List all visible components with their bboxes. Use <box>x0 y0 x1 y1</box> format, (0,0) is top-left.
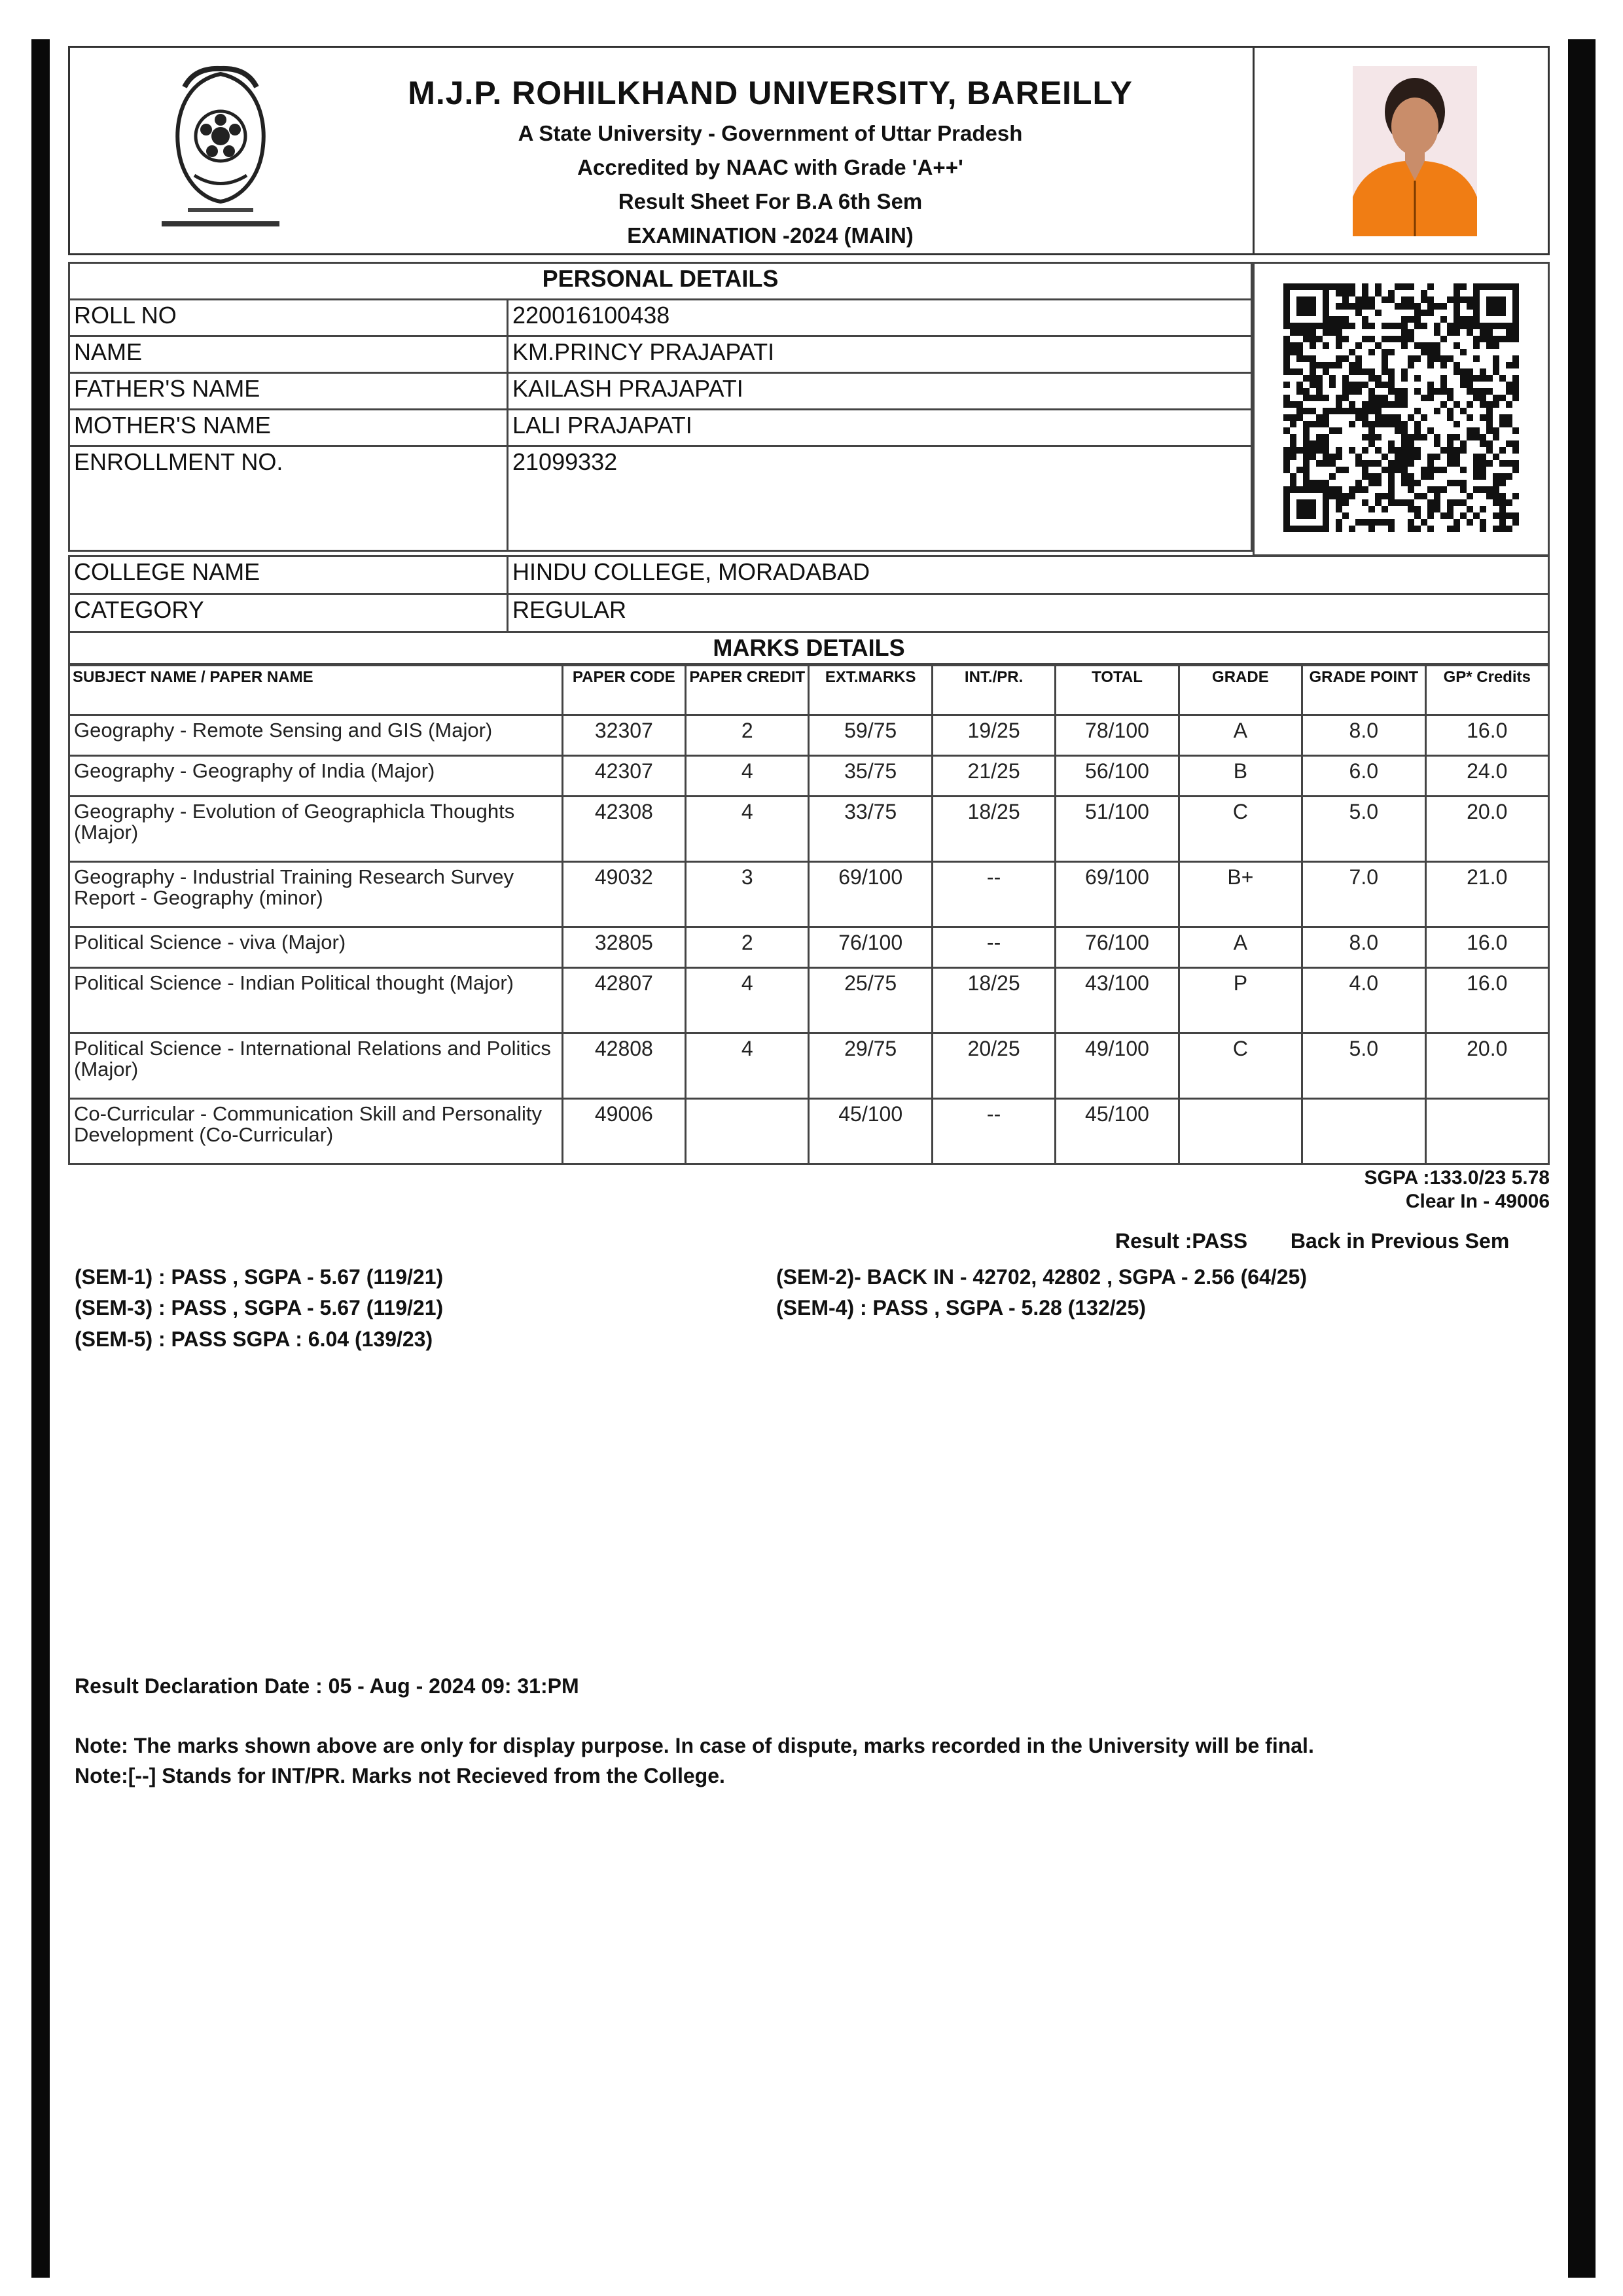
cell-paper-code: 49006 <box>562 1099 685 1164</box>
result-status: Result :PASS <box>1115 1229 1248 1253</box>
note-int-pr: Note:[--] Stands for INT/PR. Marks not Recieved from the College. <box>75 1764 725 1788</box>
col-ext-marks: EXT.MARKS <box>809 666 932 715</box>
cell-paper-credit: 2 <box>686 927 809 968</box>
back-in-previous-sem: Back in Previous Sem <box>1290 1229 1510 1253</box>
marks-row <box>69 715 1549 756</box>
col-int-pr: INT./PR. <box>932 666 1055 715</box>
scan-edge-right <box>1568 39 1596 2278</box>
cell-paper-credit: 2 <box>686 715 809 756</box>
detail-row-father: FATHER'S NAME KAILASH PRAJAPATI <box>69 373 1252 410</box>
cell-ext-marks: 76/100 <box>809 927 932 968</box>
college-details-table <box>68 555 1550 665</box>
cell-grade: B+ <box>1179 862 1302 927</box>
cell-paper-credit: 4 <box>686 1033 809 1099</box>
cell-paper-code: 32805 <box>562 927 685 968</box>
clear-in: Clear In - 49006 <box>1405 1191 1550 1212</box>
marks-header-row <box>69 666 1549 715</box>
cell-gp-credits: 16.0 <box>1425 968 1549 1033</box>
result-sheet-title: Result Sheet For B.A 6th Sem <box>618 189 923 213</box>
cell-ext-marks: 45/100 <box>809 1099 932 1164</box>
father-name-value: KAILASH PRAJAPATI <box>508 373 1252 410</box>
semester-results-right <box>776 1262 1307 1324</box>
cell-int-pr: -- <box>932 1099 1055 1164</box>
detail-row-category: CATEGORY REGULAR <box>69 594 1549 632</box>
cell-paper-code: 42808 <box>562 1033 685 1099</box>
cell-total: 49/100 <box>1056 1033 1179 1099</box>
col-subject: SUBJECT NAME / PAPER NAME <box>69 666 563 715</box>
cell-gp-credits: 16.0 <box>1425 927 1549 968</box>
cell-ext-marks: 69/100 <box>809 862 932 927</box>
sem-1-result: (SEM-1) : PASS , SGPA - 5.67 (119/21) <box>75 1265 444 1289</box>
cell-paper-credit: 4 <box>686 756 809 797</box>
cell-grade-point: 4.0 <box>1302 968 1425 1033</box>
cell-ext-marks: 33/75 <box>809 797 932 862</box>
cell-subject: Political Science - viva (Major) <box>69 927 563 968</box>
cell-ext-marks: 29/75 <box>809 1033 932 1099</box>
marks-table <box>68 664 1550 1165</box>
semester-results-left <box>75 1262 443 1355</box>
cell-subject: Geography - Evolution of Geographicla Thoughts (Major) <box>69 797 563 862</box>
cell-gp-credits: 16.0 <box>1425 715 1549 756</box>
col-paper-credit: PAPER CREDIT <box>686 666 809 715</box>
sem-2-result: (SEM-2)- BACK IN - 42702, 42802 , SGPA - 2.56 (64/25) <box>776 1265 1307 1289</box>
marks-row <box>69 1099 1549 1164</box>
cell-paper-credit: 3 <box>686 862 809 927</box>
marks-row <box>69 756 1549 797</box>
cell-grade-point: 5.0 <box>1302 1033 1425 1099</box>
cell-gp-credits: 20.0 <box>1425 797 1549 862</box>
detail-row-roll-no: ROLL NO 220016100438 <box>69 300 1252 336</box>
cell-grade-point: 6.0 <box>1302 756 1425 797</box>
cell-total: 78/100 <box>1056 715 1179 756</box>
cell-total: 76/100 <box>1056 927 1179 968</box>
marks-row <box>69 968 1549 1033</box>
college-name-value: HINDU COLLEGE, MORADABAD <box>508 556 1549 594</box>
note-dispute: Note: The marks shown above are only for display purpose. In case of dispute, marks recorded in the University will be final. <box>75 1734 1314 1757</box>
detail-row-enrollment: ENROLLMENT NO. 21099332 <box>69 446 1252 551</box>
cell-int-pr: 19/25 <box>932 715 1055 756</box>
detail-row-college: COLLEGE NAME HINDU COLLEGE, MORADABAD <box>69 556 1549 594</box>
cell-ext-marks: 59/75 <box>809 715 932 756</box>
cell-int-pr: 18/25 <box>932 797 1055 862</box>
cell-total: 45/100 <box>1056 1099 1179 1164</box>
col-grade: GRADE <box>1179 666 1302 715</box>
detail-row-name: NAME KM.PRINCY PRAJAPATI <box>69 336 1252 373</box>
mother-name-value: LALI PRAJAPATI <box>508 410 1252 446</box>
cell-int-pr: -- <box>932 927 1055 968</box>
cell-grade: B <box>1179 756 1302 797</box>
cell-grade-point: 7.0 <box>1302 862 1425 927</box>
cell-paper-code: 42308 <box>562 797 685 862</box>
cell-int-pr: -- <box>932 862 1055 927</box>
cell-subject: Political Science - Indian Political thought (Major) <box>69 968 563 1033</box>
marks-details-heading: MARKS DETAILS <box>69 632 1549 664</box>
student-photo <box>1353 66 1477 236</box>
examination-title: EXAMINATION -2024 (MAIN) <box>627 223 914 247</box>
cell-grade: C <box>1179 797 1302 862</box>
cell-subject: Political Science - International Relations and Politics (Major) <box>69 1033 563 1099</box>
name-value: KM.PRINCY PRAJAPATI <box>508 336 1252 373</box>
cell-paper-credit: 4 <box>686 968 809 1033</box>
cell-subject: Geography - Remote Sensing and GIS (Major) <box>69 715 563 756</box>
university-logo <box>142 61 299 238</box>
cell-grade-point: 8.0 <box>1302 715 1425 756</box>
header <box>68 46 1550 255</box>
cell-total: 69/100 <box>1056 862 1179 927</box>
category-value: REGULAR <box>508 594 1549 632</box>
col-grade-point: GRADE POINT <box>1302 666 1425 715</box>
result-line <box>1115 1229 1509 1253</box>
cell-paper-code: 42307 <box>562 756 685 797</box>
qr-code <box>1283 283 1519 532</box>
cell-paper-code: 42807 <box>562 968 685 1033</box>
cell-ext-marks: 25/75 <box>809 968 932 1033</box>
qr-box <box>1253 262 1550 556</box>
result-declaration-date: Result Declaration Date : 05 - Aug - 2024 09: 31:PM <box>75 1674 579 1698</box>
notes <box>75 1731 1314 1791</box>
col-total: TOTAL <box>1056 666 1179 715</box>
sgpa-summary <box>1364 1166 1550 1213</box>
col-gp-credits: GP* Credits <box>1425 666 1549 715</box>
cell-gp-credits: 20.0 <box>1425 1033 1549 1099</box>
sem-5-result: (SEM-5) : PASS SGPA : 6.04 (139/23) <box>75 1327 433 1351</box>
cell-grade: A <box>1179 927 1302 968</box>
cell-paper-credit: 4 <box>686 797 809 862</box>
cell-int-pr: 21/25 <box>932 756 1055 797</box>
cell-paper-credit <box>686 1099 809 1164</box>
sem-4-result: (SEM-4) : PASS , SGPA - 5.28 (132/25) <box>776 1296 1146 1320</box>
cell-gp-credits: 24.0 <box>1425 756 1549 797</box>
accreditation: Accredited by NAAC with Grade 'A++' <box>577 155 963 179</box>
cell-int-pr: 18/25 <box>932 968 1055 1033</box>
sgpa-value: SGPA :133.0/23 5.78 <box>1364 1167 1550 1189</box>
cell-grade-point: 8.0 <box>1302 927 1425 968</box>
detail-row-mother: MOTHER'S NAME LALI PRAJAPATI <box>69 410 1252 446</box>
roll-no-value: 220016100438 <box>508 300 1252 336</box>
photo-box <box>1255 48 1548 253</box>
university-name: M.J.P. ROHILKHAND UNIVERSITY, BAREILLY <box>408 75 1133 111</box>
cell-grade-point: 5.0 <box>1302 797 1425 862</box>
university-status: A State University - Government of Uttar Pradesh <box>518 121 1023 145</box>
cell-paper-code: 49032 <box>562 862 685 927</box>
scan-edge-left <box>31 39 50 2278</box>
cell-grade: A <box>1179 715 1302 756</box>
sem-3-result: (SEM-3) : PASS , SGPA - 5.67 (119/21) <box>75 1296 444 1320</box>
col-paper-code: PAPER CODE <box>562 666 685 715</box>
cell-int-pr: 20/25 <box>932 1033 1055 1099</box>
marks-row <box>69 1033 1549 1099</box>
cell-gp-credits: 21.0 <box>1425 862 1549 927</box>
cell-grade: P <box>1179 968 1302 1033</box>
cell-total: 56/100 <box>1056 756 1179 797</box>
marks-row <box>69 927 1549 968</box>
personal-details-heading: PERSONAL DETAILS <box>69 263 1252 300</box>
cell-paper-code: 32307 <box>562 715 685 756</box>
marks-row <box>69 797 1549 862</box>
cell-gp-credits <box>1425 1099 1549 1164</box>
cell-total: 43/100 <box>1056 968 1179 1033</box>
cell-subject: Geography - Geography of India (Major) <box>69 756 563 797</box>
cell-grade: C <box>1179 1033 1302 1099</box>
cell-ext-marks: 35/75 <box>809 756 932 797</box>
cell-total: 51/100 <box>1056 797 1179 862</box>
cell-subject: Geography - Industrial Training Research Survey Report - Geography (minor) <box>69 862 563 927</box>
cell-grade <box>1179 1099 1302 1164</box>
marks-row <box>69 862 1549 927</box>
enrollment-value: 21099332 <box>508 446 1252 551</box>
university-heading <box>306 74 1235 248</box>
personal-details <box>68 262 1550 661</box>
cell-grade-point <box>1302 1099 1425 1164</box>
header-main <box>70 48 1255 253</box>
personal-details-table <box>68 262 1253 552</box>
cell-subject: Co-Curricular - Communication Skill and Personality Development (Co-Curricular) <box>69 1099 563 1164</box>
